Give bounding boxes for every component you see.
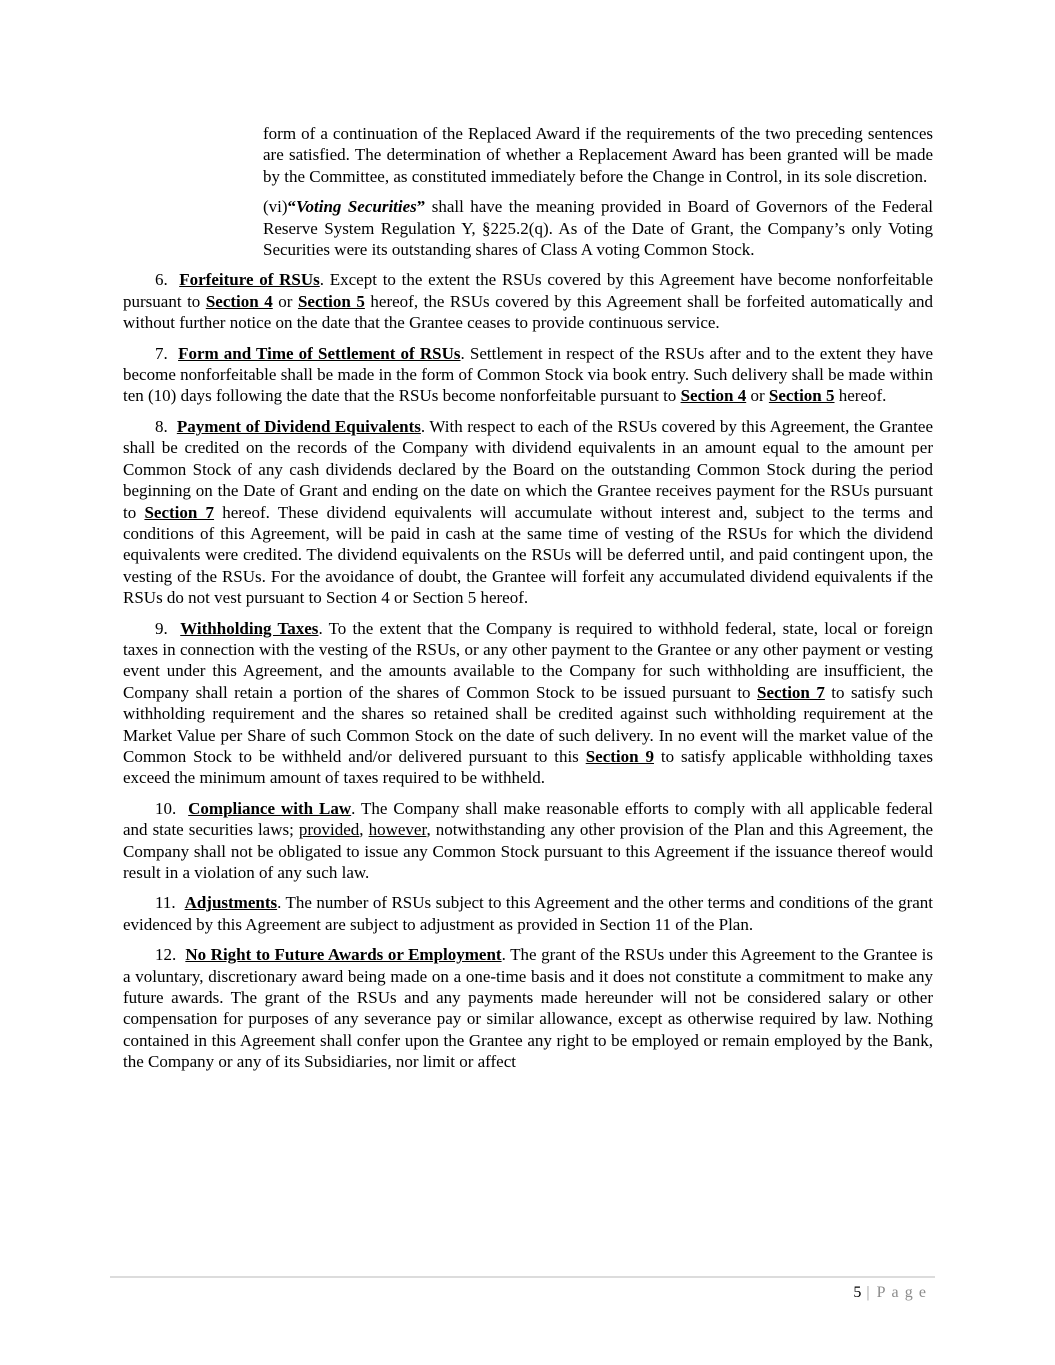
paragraph-replaced-award-continuation	[263, 123, 933, 187]
text-segment: Voting Securities	[296, 197, 417, 217]
text-segment: Form and Time of Settlement of RSUs	[178, 343, 461, 363]
text-segment: No Right to Future Awards or Employment	[185, 945, 502, 965]
text-segment: or	[272, 291, 298, 311]
text-segment: . Settlement in respect of the RSUs after and to the extent they have become nonforfeitable shall be made in the form of Common Stock via book entry. Such delivery shall be made within ten (10) days following the date that the RSUs become nonforfeitable pursuant to	[123, 343, 933, 406]
footer-page-word: Page	[876, 1284, 932, 1301]
section-11-adjustments	[123, 892, 933, 935]
text-segment: Section 7	[144, 502, 215, 522]
text-segment: or	[746, 386, 769, 406]
text-segment: Forfeiture of RSUs	[179, 270, 320, 290]
text-segment: . The grant of the RSUs under this Agreement to the Grantee is a voluntary, discretionary award being made on a one-time basis and it does not constitute a commitment to make any future awards. The grant of the RSUs and any payments made hereunder will not be considered salary or other compensation for purposes of any severance pay or similar allowance, except as otherwise required by law. Nothing contained in this Agreement shall confer upon the Grantee any right to be employed or remain employed by the Bank, the Company or any of its Subsidiaries, nor limit or affect	[123, 945, 934, 1072]
text-segment: Payment of Dividend Equivalents	[176, 416, 421, 436]
text-segment: . Except to the extent the RSUs covered by this Agreement have become nonforfeitable pursuant to	[123, 270, 933, 311]
section-6-forfeiture-of-rsus	[123, 269, 933, 333]
section-8-payment-of-dividend-equivalents	[123, 416, 933, 609]
footer-separator: |	[866, 1284, 870, 1301]
text-segment: Section 4	[205, 291, 273, 311]
page-number: 5	[853, 1284, 862, 1301]
section-10-compliance-with-law	[123, 798, 933, 884]
text-segment: to satisfy such withholding requirement and the shares so retained shall be credited against such withholding requirement at the Market Value per Share of such Common Stock on the date of such delivery. In no event will the market value of the Common Stock to be withheld and/or delivered pursuant to this	[123, 682, 933, 766]
text-segment: hereof. These dividend equivalents will accumulate without interest and, subject to the terms and conditions of this Agreement, will be paid in cash at the same time of vesting of the RSUs for which the dividend equivalents were credited. The dividend equivalents on the RSUs will be deferred until, and paid contingent upon, the vesting of the RSUs. For the avoidance of doubt, the Grantee will forfeit any accumulated dividend equivalents if the RSUs do not vest pursuant to Section 4 or Section 5 hereof.	[123, 502, 933, 608]
text-segment: . To the extent that the Company is required to withhold federal, state, local or foreign taxes in connection with the vesting of the RSUs, or any other payment to the Grantee or any other payment or vesting event under this Agreement, and the amounts available to the Company for such withholding are insufficient, the Company shall retain a portion of the shares of Common Stock to be issued pursuant to	[123, 618, 933, 702]
paragraph-vi-voting-securities	[263, 196, 933, 260]
text-segment: Compliance with Law	[188, 798, 352, 818]
text-segment: to satisfy applicable withholding taxes exceed the minimum amount of taxes required to be withheld.	[123, 746, 933, 788]
text-segment: (vi)	[263, 197, 288, 217]
document-body	[123, 123, 933, 1082]
text-segment: Section 5	[768, 386, 835, 406]
text-segment: 11.	[155, 893, 185, 913]
text-segment: 9.	[155, 618, 181, 638]
text-segment: 6.	[155, 270, 180, 290]
section-9-withholding-taxes	[123, 618, 933, 789]
text-segment: shall have the meaning provided in Board of Governors of the Federal Reserve System Regulation Y, §225.2(q). As of the Date of Grant, the Company’s only Voting Securities were its outstanding shares of Class A voting Common Stock.	[263, 197, 933, 260]
text-segment: , notwithstanding any other provision of the Plan and this Agreement, the Company shall not be obligated to issue any Common Stock pursuant to this Agreement if the issuance thereof would result in a violation of any such law.	[123, 820, 934, 882]
text-segment: 10.	[155, 798, 189, 818]
text-segment: however	[368, 820, 427, 840]
section-12-no-right-to-future-awards	[123, 944, 933, 1072]
text-segment: Withholding Taxes	[180, 618, 319, 638]
text-segment: hereof, the RSUs covered by this Agreement shall be forfeited automatically and without further notice on the date that the Grantee ceases to provide continuous service.	[123, 291, 933, 333]
text-segment: Section 4	[680, 386, 747, 406]
text-segment: 8.	[155, 416, 177, 436]
section-7-form-and-time-of-settlement	[123, 343, 933, 407]
text-segment: 12.	[155, 945, 186, 965]
text-segment: “	[287, 197, 297, 217]
footer-divider	[110, 1276, 935, 1278]
text-segment: provided	[298, 820, 360, 840]
text-segment: . The Company shall make reasonable efforts to comply with all applicable federal and state securities laws;	[123, 798, 934, 840]
text-segment: Section 9	[585, 746, 654, 766]
text-segment: Section 5	[297, 291, 365, 311]
text-segment: form of a continuation of the Replaced Award if the requirements of the two preceding sentences are satisfied. The determination of whether a Replacement Award has been granted will be made by the Committee, as constituted immediately before the Change in Control, in its sole discretion.	[263, 124, 933, 186]
text-segment: Adjustments	[184, 893, 278, 913]
page-footer	[853, 1283, 932, 1303]
text-segment: Section 7	[757, 682, 825, 702]
text-segment: . With respect to each of the RSUs covered by this Agreement, the Grantee shall be credited on the records of the Company with dividend equivalents in an amount equal to the amount per Common Stock of any cash dividends declared by the Board on the outstanding Common Stock during the period beginning on the Date of Grant and ending on the date on which the Grantee receives payment for the RSUs pursuant to	[123, 416, 933, 522]
text-segment: ,	[359, 820, 369, 840]
text-segment: hereof.	[834, 386, 887, 406]
text-segment: 7.	[155, 343, 179, 363]
text-segment: ”	[416, 197, 426, 217]
text-segment: . The number of RSUs subject to this Agreement and the other terms and conditions of the grant evidenced by this Agreement are subject to adjustment as provided in Section 11 of the Plan.	[123, 893, 933, 934]
